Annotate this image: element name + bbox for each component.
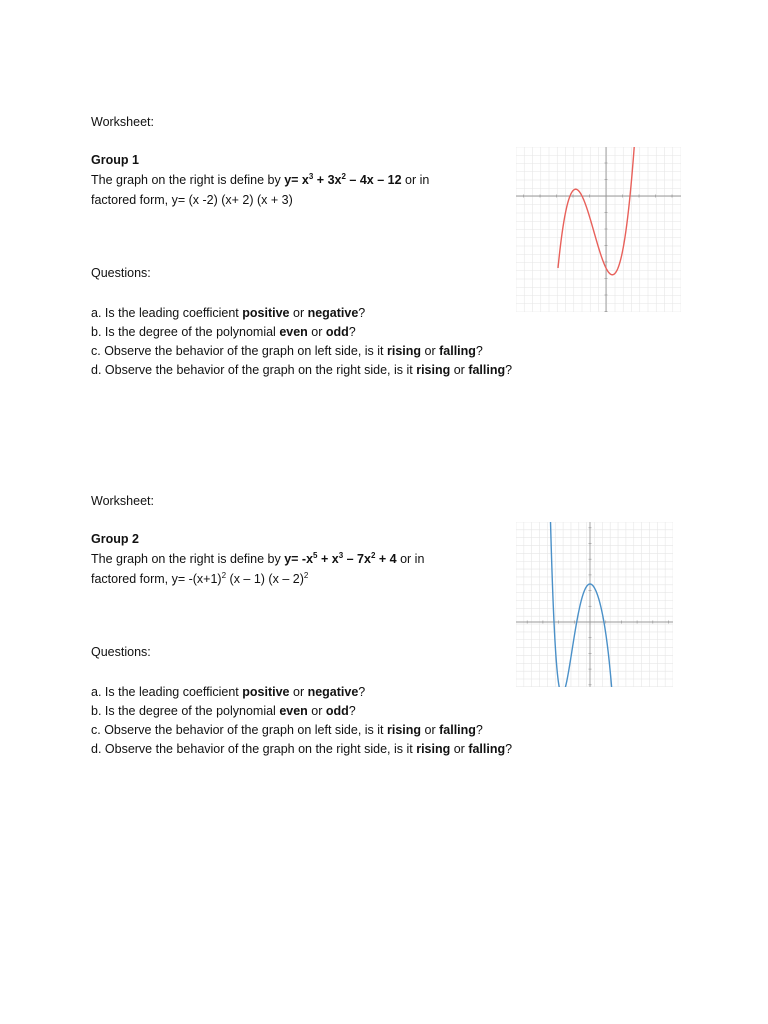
eq-part: + 3x: [313, 173, 342, 187]
question-item: d. Observe the behavior of the graph on the right side, is it rising or falling?: [91, 742, 513, 756]
exponent: 2: [303, 570, 309, 580]
group-title: Group 1: [91, 153, 139, 167]
exponent: 3: [338, 551, 344, 560]
exponent: 2: [341, 172, 346, 181]
question-item: a. Is the leading coefficient positive or negative?: [91, 685, 366, 699]
question-item: c. Observe the behavior of the graph on left side, is it rising or falling?: [91, 344, 483, 358]
description-line-1: [91, 171, 491, 191]
eq-part: – 7x: [343, 552, 371, 566]
polynomial-graph-1: [516, 147, 681, 312]
factored-form: (x – 1) (x – 2): [226, 571, 304, 586]
description-text: or in: [396, 552, 425, 566]
graph-2-svg: [516, 522, 673, 687]
equation-description: [91, 550, 491, 589]
description-text: The graph on the right is define by: [91, 173, 285, 187]
exponent: 2: [370, 551, 376, 560]
question-item: b. Is the degree of the polynomial even or odd?: [91, 704, 356, 718]
description-line-1: [91, 550, 491, 570]
graph-grid: [516, 147, 681, 312]
questions-heading: Questions:: [91, 645, 151, 659]
graph-grid: [516, 522, 673, 687]
polynomial-curve: [550, 522, 612, 687]
description-text: or in: [401, 173, 430, 187]
eq-part: y= -x: [284, 552, 314, 566]
group-title: Group 2: [91, 532, 139, 546]
exponent: 5: [313, 551, 318, 560]
factored-form: factored form, y= -(x+1): [91, 571, 222, 586]
factored-form: factored form, y= (x -2) (x+ 2) (x + 3): [91, 192, 293, 207]
description-text: The graph on the right is define by: [91, 552, 285, 566]
eq-part: y= x: [284, 173, 309, 187]
exponent: 2: [221, 570, 227, 580]
eq-part: + 4: [375, 552, 397, 566]
eq-part: – 4x – 12: [345, 173, 402, 187]
eq-part: + x: [317, 552, 339, 566]
question-item: a. Is the leading coefficient positive or negative?: [91, 306, 366, 320]
question-item: c. Observe the behavior of the graph on left side, is it rising or falling?: [91, 723, 483, 737]
worksheet-heading: Worksheet:: [91, 115, 154, 129]
equation-description: [91, 171, 491, 210]
exponent: 3: [308, 172, 314, 181]
worksheet-heading: Worksheet:: [91, 494, 154, 508]
question-item: d. Observe the behavior of the graph on the right side, is it rising or falling?: [91, 363, 513, 377]
question-list: [91, 304, 512, 380]
question-list: [91, 683, 512, 759]
polynomial-graph-2: [516, 522, 673, 687]
group-1-section: [0, 110, 768, 410]
description-line-2: [91, 570, 491, 590]
graph-1-svg: [516, 147, 681, 312]
equation: [284, 552, 396, 566]
description-line-2: [91, 191, 491, 211]
questions-heading: Questions:: [91, 266, 151, 280]
question-item: b. Is the degree of the polynomial even or odd?: [91, 325, 356, 339]
group-2-section: [0, 489, 768, 789]
equation: [284, 173, 401, 187]
